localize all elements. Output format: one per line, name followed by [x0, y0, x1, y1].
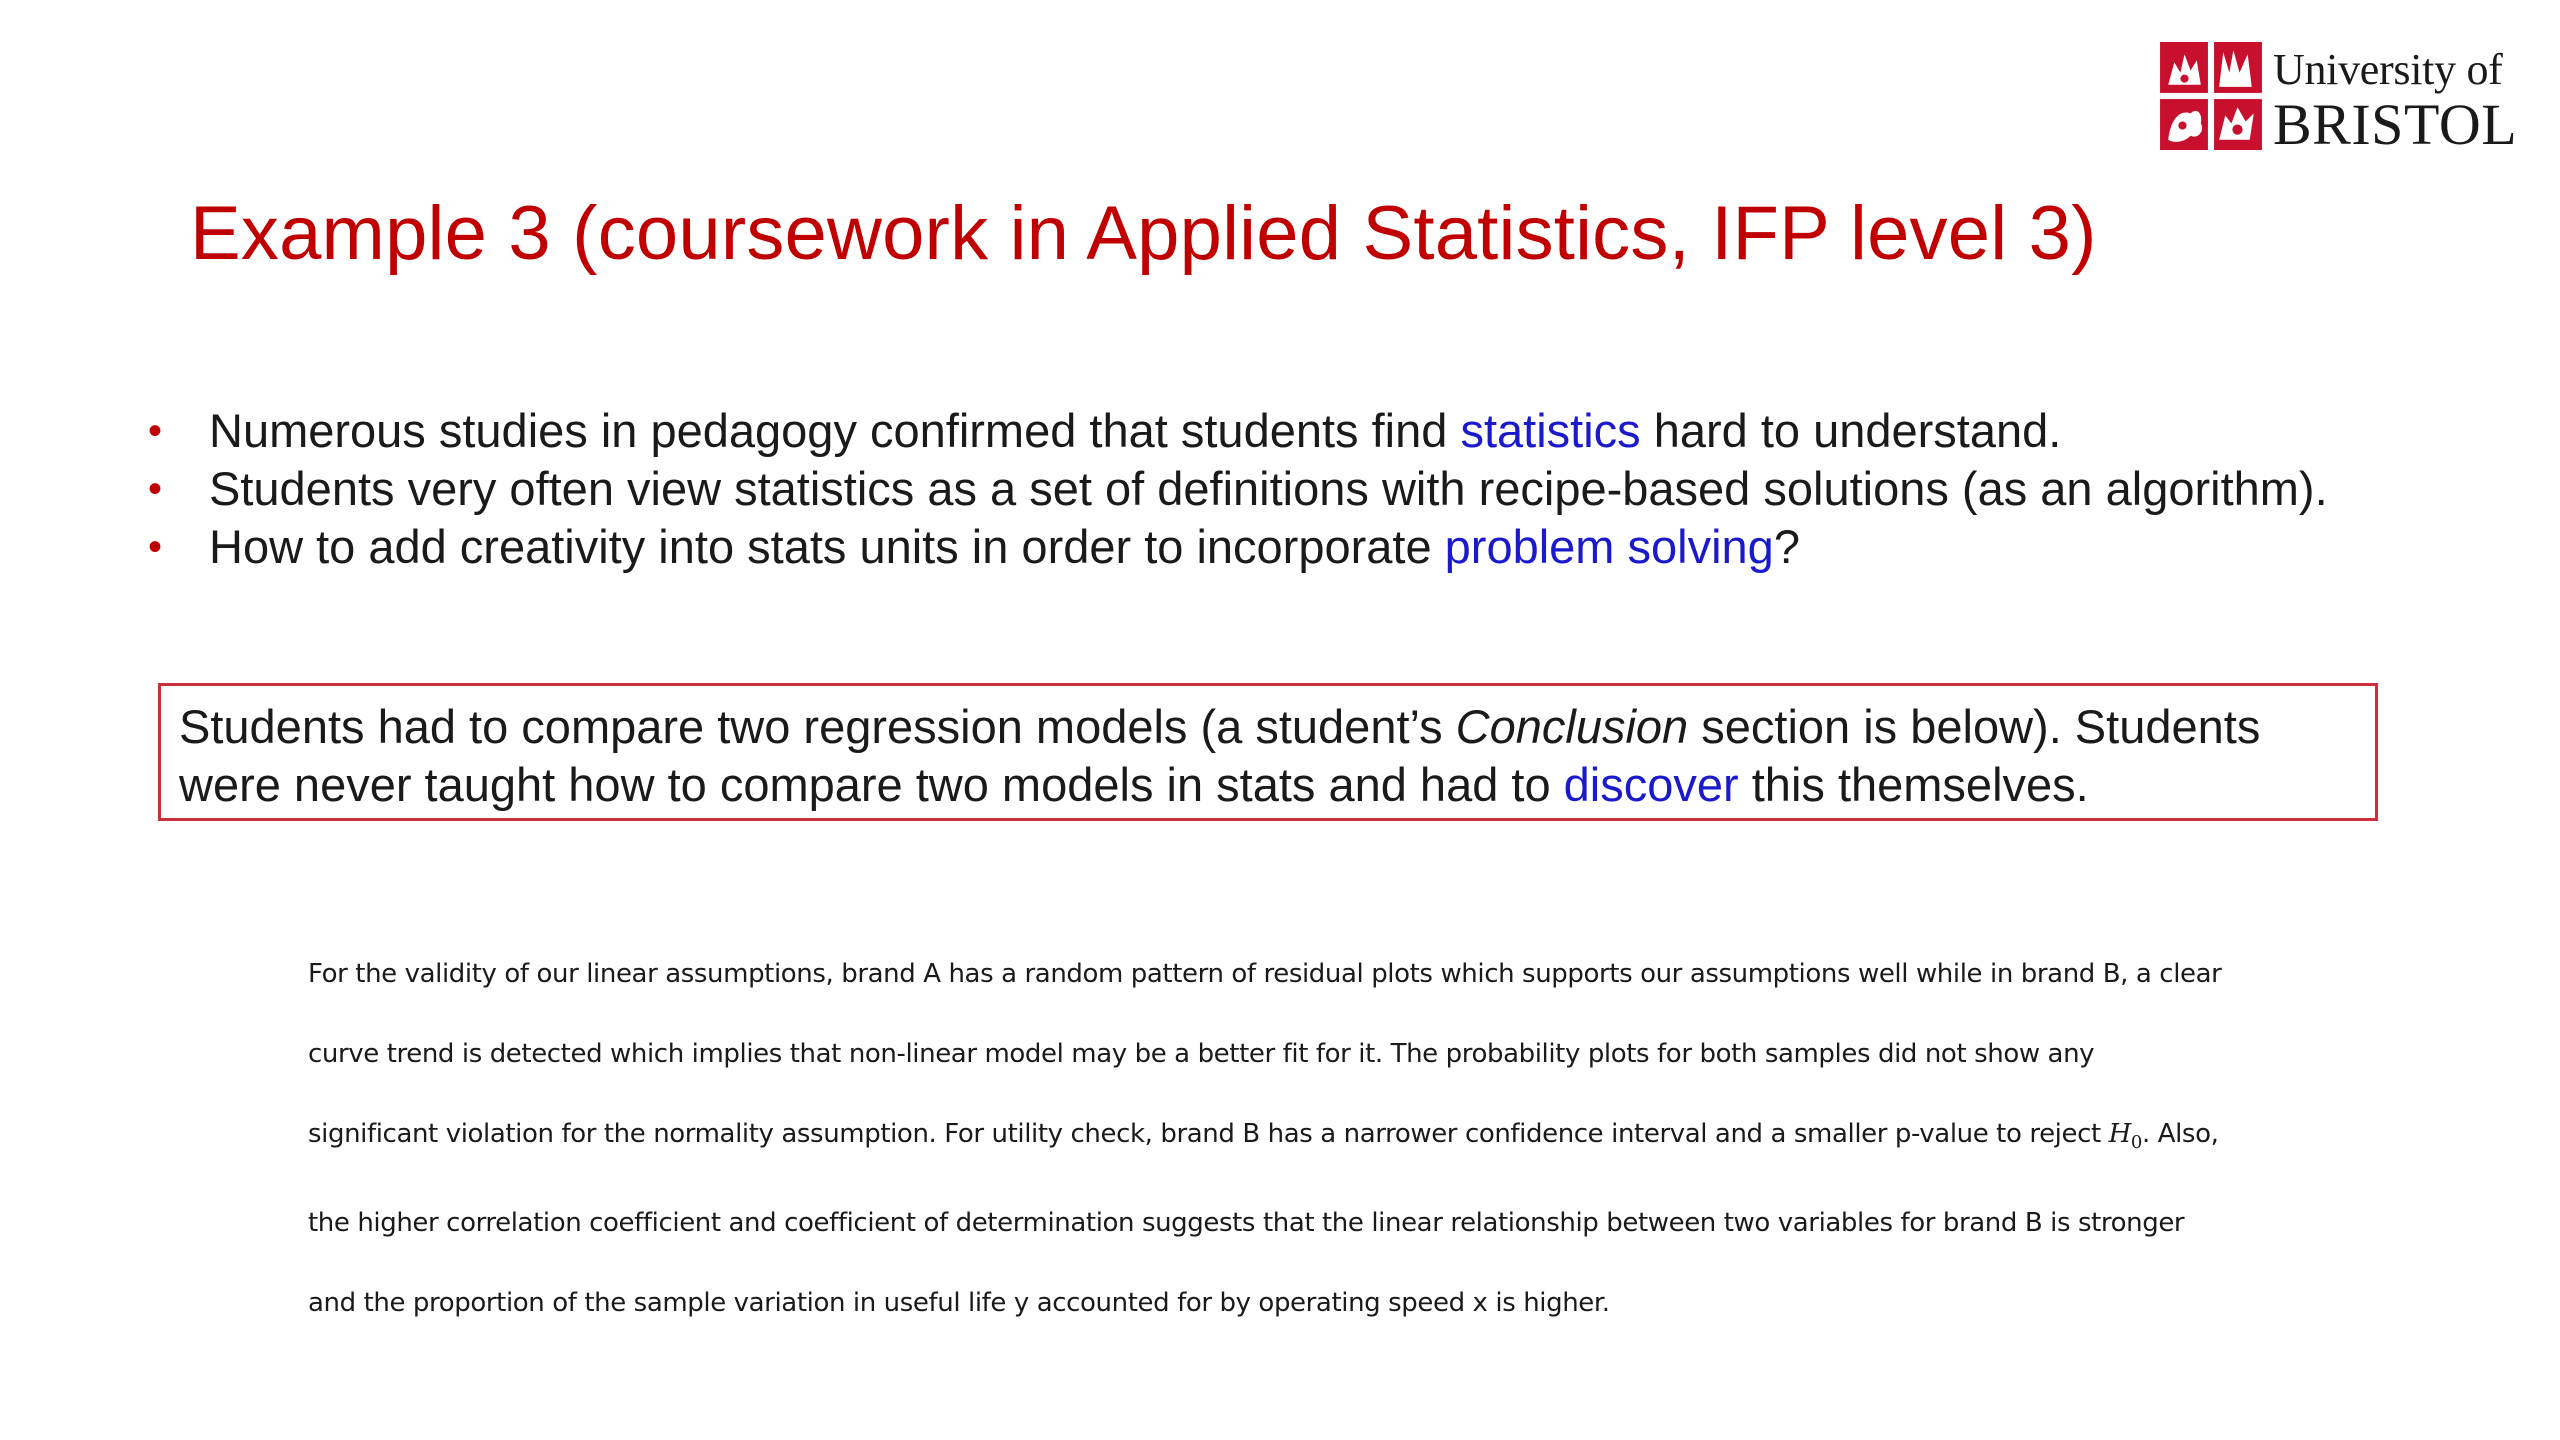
callout-text: were never taught how to compare two models in stats and had to — [179, 758, 1564, 811]
callout-highlight: discover — [1563, 758, 1739, 811]
callout-text-end: section is below). Students — [1688, 700, 2261, 753]
bullet-list — [148, 402, 2328, 576]
logo-wordmark — [2273, 45, 2518, 157]
excerpt-line: and the proportion of the sample variation in useful life y accounted for by operating speed x is higher. — [308, 1288, 1610, 1319]
hypothesis-letter: H — [2108, 1119, 2131, 1149]
bullet-highlight: statistics — [1460, 404, 1641, 457]
bullet-item — [148, 402, 2328, 460]
callout-text-end: this themselves. — [1738, 758, 2089, 811]
logo-line-university: University of — [2273, 45, 2503, 94]
callout-italic: Conclusion — [1455, 700, 1689, 753]
excerpt-text-end: . Also, — [2141, 1119, 2219, 1149]
callout-line — [179, 698, 2359, 756]
excerpt-text: significant violation for the normality assumption. For utility check, brand B has a narrower confidence interval and a smaller p-value to reject — [308, 1119, 2109, 1149]
university-logo — [2160, 42, 2530, 157]
bristol-crest-icon — [2160, 42, 2262, 150]
bullet-text: How to add creativity into stats units in order to incorporate — [209, 520, 1445, 573]
callout-text: Students had to compare two regression models (a student’s — [179, 700, 1456, 753]
logo-line-bristol: BRISTOL — [2273, 92, 2518, 157]
callout-box — [158, 683, 2378, 821]
bullet-dot-icon: • — [148, 467, 163, 511]
bullet-highlight: problem solving — [1444, 520, 1774, 573]
bullet-item — [148, 518, 2328, 576]
excerpt-line: For the validity of our linear assumptions, brand A has a random pattern of residual plots which supports our assumptions well while in brand B, a clear — [308, 959, 2222, 989]
bullet-text: Students very often view statistics as a set of definitions with recipe-based solutions (as an algorithm). — [209, 462, 2328, 515]
bullet-dot-icon: • — [148, 409, 163, 453]
excerpt-line: the higher correlation coefficient and coefficient of determination suggests that the linear relationship between two variables for brand B is stronger — [308, 1208, 2185, 1239]
hypothesis-subscript: 0 — [2130, 1132, 2142, 1154]
slide-title: Example 3 (coursework in Applied Statistics, IFP level 3) — [190, 191, 2097, 276]
excerpt-line: curve trend is detected which implies that non-linear model may be a better fit for it. The probability plots for both samples did not show any — [308, 1039, 2095, 1069]
null-hypothesis-symbol — [2108, 1119, 2142, 1154]
bullet-text: Numerous studies in pedagogy confirmed that students find — [209, 404, 1461, 457]
bullet-text-end: hard to understand. — [1640, 404, 2062, 457]
bullet-dot-icon: • — [148, 525, 163, 569]
callout-line — [179, 756, 2359, 814]
student-conclusion-excerpt — [308, 934, 2388, 1343]
excerpt-line — [308, 1094, 2388, 1183]
bullet-text-end: ? — [1773, 520, 1800, 573]
bullet-item — [148, 460, 2328, 518]
